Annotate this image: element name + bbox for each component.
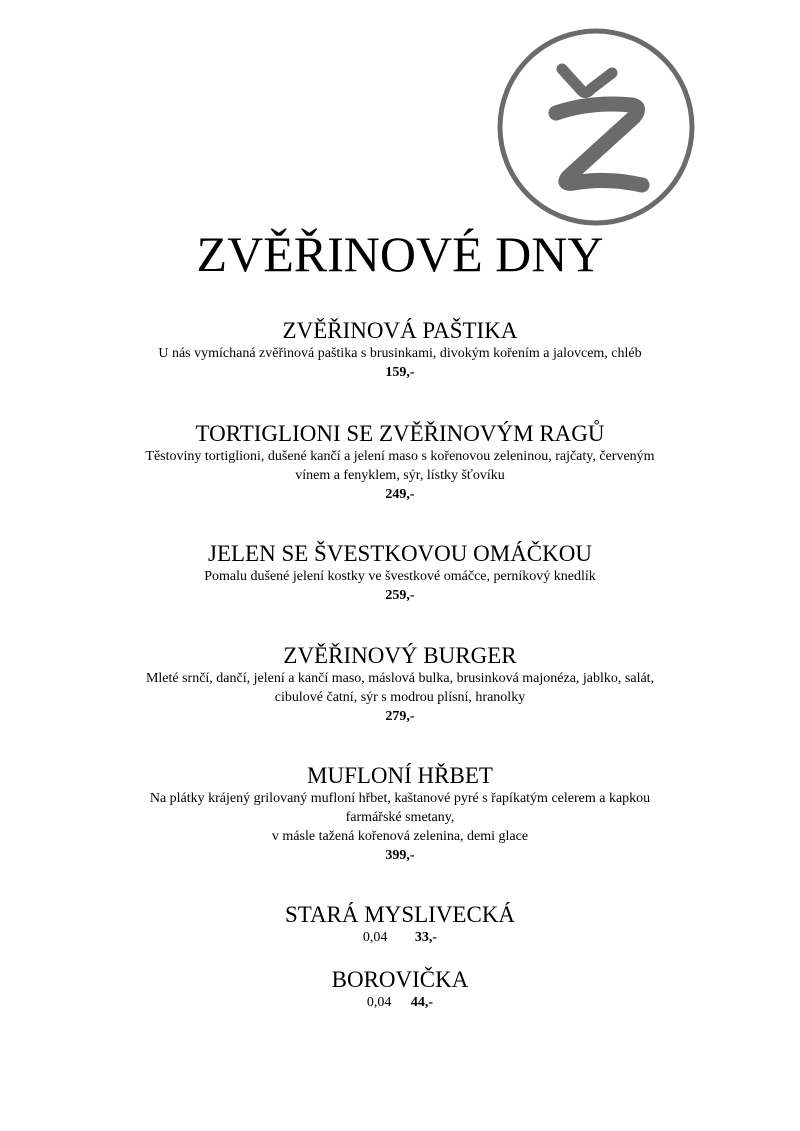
- menu-item: [60, 763, 740, 865]
- menu-item: [60, 318, 740, 382]
- menu-title: ZVĚŘINOVÉ DNY: [196, 226, 604, 282]
- drink-item: [100, 902, 700, 947]
- item-name: JELEN SE ŠVESTKOVOU OMÁČKOU: [208, 541, 592, 566]
- drink-name: STARÁ MYSLIVECKÁ: [284, 902, 516, 927]
- item-price: 259,-: [385, 588, 415, 603]
- drink-line: [100, 993, 700, 1012]
- item-description: Těstoviny tortiglioni, dušené kančí a jelení maso s kořenovou zeleninou, rajčaty, červeným: [145, 449, 655, 464]
- item-name: ZVĚŘINOVÝ BURGER: [283, 643, 517, 668]
- item-description: vínem a fenyklem, sýr, lístky šťovíku: [295, 468, 505, 483]
- logo-z-caron-icon: [496, 27, 696, 227]
- drink-volume: 0,04: [366, 995, 392, 1010]
- item-description: Pomalu dušené jelení kostky ve švestkové omáčce, perníkový knedlík: [204, 569, 596, 584]
- item-description: Na plátky krájený grilovaný mufloní hřbet, kaštanové pyré s řapíkatým celerem a kapkou: [149, 791, 651, 806]
- item-description: cibulové čatní, sýr s modrou plísní, hranolky: [274, 690, 526, 705]
- drink-price: 44,-: [410, 995, 434, 1010]
- menu-item: [60, 421, 740, 504]
- drink-name: BOROVIČKA: [331, 967, 469, 992]
- item-price: 249,-: [385, 487, 415, 502]
- menu-item: [60, 541, 740, 605]
- item-price: 399,-: [385, 848, 415, 863]
- item-description: Mleté srnčí, dančí, jelení a kančí maso, máslová bulka, brusinková majonéza, jablko, salát,: [145, 671, 655, 686]
- drink-price: 33,-: [414, 930, 438, 945]
- item-price: 279,-: [385, 709, 415, 724]
- drink-volume: 0,04: [362, 930, 388, 945]
- item-description: farmářské smetany,: [345, 810, 455, 825]
- item-price: 159,-: [385, 365, 415, 380]
- item-name: MUFLONÍ HŘBET: [307, 763, 493, 788]
- item-description: v másle tažená kořenová zelenina, demi glace: [271, 829, 529, 844]
- item-description: U nás vymíchaná zvěřinová paštika s brusinkami, divokým kořením a jalovcem, chléb: [158, 346, 642, 361]
- menu-item: [60, 643, 740, 726]
- item-name: TORTIGLIONI SE ZVĚŘINOVÝM RAGŮ: [195, 421, 605, 446]
- drink-line: [100, 928, 700, 947]
- item-name: ZVĚŘINOVÁ PAŠTIKA: [282, 318, 518, 343]
- drink-item: [100, 967, 700, 1012]
